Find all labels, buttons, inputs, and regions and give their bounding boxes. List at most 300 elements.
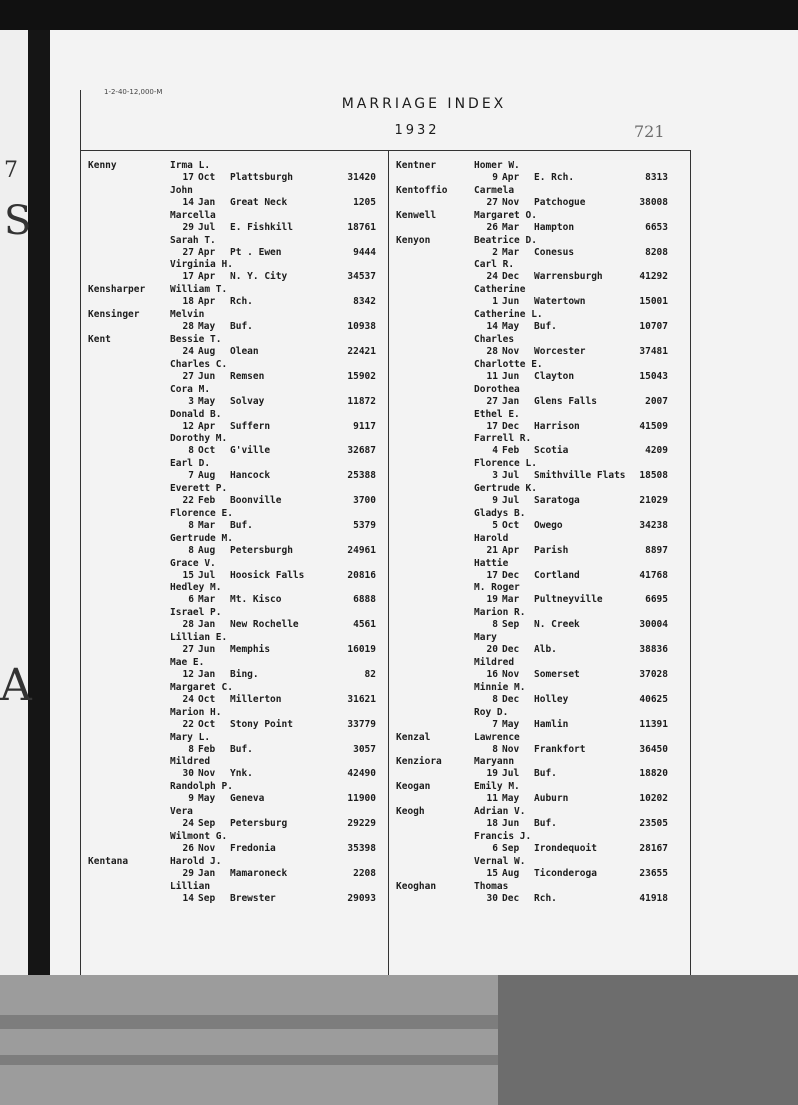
entry-number: 41509	[639, 420, 668, 432]
entry-day: 19	[486, 768, 498, 780]
entry-given-name: Adrian V.	[474, 806, 526, 818]
entry-number: 37481	[639, 345, 668, 357]
entry-day: 29	[182, 867, 194, 879]
entry-given-name: Catherine	[474, 284, 526, 296]
entry-day: 12	[182, 669, 194, 680]
entry-month: Jul	[198, 569, 216, 581]
entry-month: Jul	[502, 495, 520, 507]
entry-given-name: Marion R.	[474, 607, 526, 619]
page-number: 721	[634, 122, 665, 141]
entry-surname: Kensinger	[88, 309, 140, 321]
entry-day: 24	[182, 818, 194, 830]
entry-month: Nov	[502, 196, 520, 208]
entry-month: Jul	[198, 221, 216, 233]
entry-month: Jan	[198, 196, 216, 208]
entry-given-name: Catherine L.	[474, 309, 543, 321]
entry-day: 14	[182, 196, 194, 208]
entry-given-name: Margaret O.	[474, 209, 537, 221]
entry-month: Apr	[198, 271, 216, 283]
entry-day: 17	[486, 420, 498, 432]
entry-number: 6695	[645, 594, 668, 606]
entry-place: Hamlin	[534, 718, 569, 730]
entry-month: Oct	[198, 693, 216, 705]
entry-given-name: Hedley M.	[170, 582, 222, 594]
entry-day: 2	[492, 246, 498, 258]
entry-place: Irondequoit	[534, 842, 597, 854]
margin-mark: A	[0, 660, 32, 711]
entry-given-name: Earl D.	[170, 458, 211, 470]
entry-place: Fredonia	[230, 842, 276, 854]
entry-day: 28	[182, 619, 194, 631]
entry-day: 20	[486, 644, 498, 656]
entry-day: 21	[486, 544, 498, 556]
entry-given-name: Carmela	[474, 184, 515, 196]
entry-number: 15043	[639, 370, 668, 382]
entry-month: Jun	[198, 644, 216, 656]
entry-given-name: Israel P.	[170, 607, 222, 619]
entry-month: May	[502, 321, 520, 333]
entry-place: Geneva	[230, 793, 265, 805]
entry-place: Plattsburgh	[230, 172, 293, 183]
entry-given-name: Ethel E.	[474, 408, 520, 420]
entry-number: 18820	[639, 768, 668, 780]
entry-surname: Kentana	[88, 855, 129, 867]
entry-number: 31621	[347, 693, 376, 705]
entry-number: 15001	[639, 296, 668, 308]
entry-place: New Rochelle	[230, 619, 299, 631]
entry-place: N. Y. City	[230, 271, 288, 283]
entry-number: 15902	[347, 370, 376, 382]
entry-given-name: Gladys B.	[474, 507, 526, 519]
entry-given-name: Hattie	[474, 557, 509, 569]
page-title: MARRIAGE INDEX	[341, 96, 507, 112]
entry-given-name: Dorothy M.	[170, 433, 228, 445]
entry-number: 24961	[347, 544, 376, 556]
entry-day: 8	[188, 544, 194, 556]
entry-given-name: Carl R.	[474, 259, 515, 271]
entry-given-name: Marion H.	[170, 706, 222, 718]
entry-place: G'ville	[230, 445, 271, 457]
entry-day: 27	[486, 395, 498, 407]
entry-number: 34537	[347, 271, 376, 283]
entry-month: Dec	[502, 644, 520, 656]
entry-month: Oct	[198, 172, 216, 183]
entry-surname: Kenny	[88, 160, 117, 171]
entry-place: Glens Falls	[534, 395, 597, 407]
entry-month: Jan	[198, 867, 216, 879]
entry-given-name: Cora M.	[170, 383, 211, 395]
entry-month: Oct	[198, 718, 216, 730]
entry-place: Pt . Ewen	[230, 246, 282, 258]
entry-given-name: Margaret C.	[170, 681, 233, 693]
entry-given-name: Homer W.	[474, 160, 520, 171]
entry-place: Patchogue	[534, 196, 586, 208]
entry-place: Petersburgh	[230, 544, 293, 556]
entry-given-name: Gertrude M.	[170, 532, 233, 544]
entry-surname: Kenzal	[396, 731, 431, 743]
entry-month: May	[198, 395, 216, 407]
entry-number: 8313	[645, 172, 668, 183]
entry-month: Aug	[198, 345, 216, 357]
entry-month: Jul	[502, 470, 520, 482]
entry-place: Owego	[534, 519, 563, 531]
entry-month: Dec	[502, 420, 520, 432]
entry-place: Buf.	[534, 768, 557, 780]
entry-number: 2007	[645, 395, 668, 407]
entry-surname: Kenwell	[396, 209, 437, 221]
entry-month: Mar	[502, 246, 520, 258]
entry-number: 36450	[639, 743, 668, 755]
entry-number: 16019	[347, 644, 376, 656]
entry-month: May	[502, 793, 520, 805]
entry-given-name: Florence E.	[170, 507, 233, 519]
entry-given-name: Charlotte E.	[474, 358, 543, 370]
entry-number: 40625	[639, 693, 668, 705]
entry-given-name: Everett P.	[170, 483, 228, 495]
entry-number: 30004	[639, 619, 668, 631]
entry-month: Aug	[502, 867, 520, 879]
entry-month: Jun	[502, 370, 520, 382]
entry-place: Bing.	[230, 669, 259, 680]
entry-given-name: Melvin	[170, 309, 205, 321]
entry-place: Buf.	[230, 743, 253, 755]
entry-month: Sep	[198, 892, 216, 904]
entry-given-name: Dorothea	[474, 383, 520, 395]
entry-number: 18761	[347, 221, 376, 233]
entry-month: Nov	[198, 842, 216, 854]
entry-month: Jan	[502, 395, 520, 407]
entry-place: Cortland	[534, 569, 580, 581]
entry-month: Oct	[502, 519, 520, 531]
entry-given-name: Mary L.	[170, 731, 211, 743]
entry-number: 29229	[347, 818, 376, 830]
entry-given-name: Francis J.	[474, 830, 532, 842]
entry-given-name: Lawrence	[474, 731, 520, 743]
entry-number: 23505	[639, 818, 668, 830]
entry-surname: Keogh	[396, 806, 425, 818]
entry-day: 18	[182, 296, 194, 308]
entry-place: Clayton	[534, 370, 575, 382]
entry-place: Ynk.	[230, 768, 253, 780]
entry-day: 22	[182, 718, 194, 730]
entry-place: Worcester	[534, 345, 586, 357]
entry-day: 17	[182, 172, 194, 183]
entry-number: 42490	[347, 768, 376, 780]
entry-day: 26	[182, 842, 194, 854]
entry-given-name: Mae E.	[170, 657, 205, 668]
entry-number: 34238	[639, 519, 668, 531]
entry-given-name: Sarah T.	[170, 234, 216, 246]
entry-day: 15	[182, 569, 194, 581]
entry-day: 8	[188, 743, 194, 755]
entry-day: 7	[188, 470, 194, 482]
entry-place: Frankfort	[534, 743, 586, 755]
entry-day: 5	[492, 519, 498, 531]
entry-month: Jan	[198, 619, 216, 631]
entry-place: Buf.	[230, 519, 253, 531]
entry-number: 38008	[639, 196, 668, 208]
entry-given-name: Vernal W.	[474, 855, 526, 867]
entry-month: Aug	[198, 544, 216, 556]
entry-month: Apr	[502, 172, 520, 183]
entry-given-name: Charles	[474, 333, 515, 345]
entry-place: Harrison	[534, 420, 580, 432]
entry-day: 9	[492, 172, 498, 183]
entry-month: Dec	[502, 569, 520, 581]
entry-number: 3700	[353, 495, 376, 507]
entry-number: 8897	[645, 544, 668, 556]
margin-mark: S	[4, 198, 32, 244]
entry-day: 27	[182, 370, 194, 382]
entry-day: 30	[486, 892, 498, 904]
entry-place: Watertown	[534, 296, 586, 308]
entry-number: 82	[364, 669, 376, 680]
entry-number: 10202	[639, 793, 668, 805]
entry-month: Feb	[198, 743, 216, 755]
entry-day: 27	[486, 196, 498, 208]
entry-day: 14	[182, 892, 194, 904]
entry-number: 5379	[353, 519, 376, 531]
entry-number: 18508	[639, 470, 668, 482]
entry-number: 29093	[347, 892, 376, 904]
entry-month: Mar	[198, 519, 216, 531]
entry-day: 11	[486, 793, 498, 805]
entry-day: 27	[182, 644, 194, 656]
entry-place: Scotia	[534, 445, 569, 457]
entry-month: Apr	[198, 246, 216, 258]
entry-place: Hancock	[230, 470, 271, 482]
entry-place: Hampton	[534, 221, 575, 233]
entry-place: Conesus	[534, 246, 575, 258]
entry-place: Mt. Kisco	[230, 594, 282, 606]
entry-month: Apr	[198, 420, 216, 432]
entry-day: 17	[486, 569, 498, 581]
entry-number: 11872	[347, 395, 376, 407]
entry-month: Oct	[198, 445, 216, 457]
entry-day: 15	[486, 867, 498, 879]
entry-number: 35398	[347, 842, 376, 854]
entry-given-name: Lillian	[170, 880, 211, 892]
entry-given-name: Harold J.	[170, 855, 222, 867]
entry-number: 41918	[639, 892, 668, 904]
margin-mark: 7	[4, 158, 18, 183]
entry-day: 28	[486, 345, 498, 357]
entry-day: 7	[492, 718, 498, 730]
entry-day: 24	[182, 345, 194, 357]
entry-month: May	[198, 321, 216, 333]
entry-month: Jun	[198, 370, 216, 382]
entry-surname: Kenyon	[396, 234, 431, 246]
entry-given-name: Bessie T.	[170, 333, 222, 345]
entry-day: 17	[182, 271, 194, 283]
entry-month: Sep	[502, 842, 520, 854]
entry-day: 3	[492, 470, 498, 482]
entry-number: 8342	[353, 296, 376, 308]
entry-surname: Kenziora	[396, 756, 442, 768]
entry-given-name: Roy D.	[474, 706, 509, 718]
entry-given-name: Randolph P.	[170, 781, 233, 793]
index-year: 1932	[394, 123, 440, 138]
entry-number: 25388	[347, 470, 376, 482]
entry-day: 6	[492, 842, 498, 854]
entry-number: 11900	[347, 793, 376, 805]
entry-month: May	[198, 793, 216, 805]
entry-month: Sep	[198, 818, 216, 830]
entry-day: 28	[182, 321, 194, 333]
entry-place: Boonville	[230, 495, 282, 507]
entry-day: 8	[188, 519, 194, 531]
entry-day: 29	[182, 221, 194, 233]
entry-day: 3	[188, 395, 194, 407]
entry-number: 33779	[347, 718, 376, 730]
entry-given-name: Irma L.	[170, 160, 211, 171]
entry-day: 8	[492, 743, 498, 755]
entry-surname: Kentoffio	[396, 184, 448, 196]
entry-given-name: Grace V.	[170, 557, 216, 569]
entry-place: Suffern	[230, 420, 271, 432]
entry-place: Warrensburgh	[534, 271, 603, 283]
entry-place: Parish	[534, 544, 569, 556]
entry-number: 8208	[645, 246, 668, 258]
entry-month: Dec	[502, 892, 520, 904]
entry-given-name: Maryann	[474, 756, 515, 768]
entry-given-name: John	[170, 184, 193, 196]
entry-place: E. Rch.	[534, 172, 575, 183]
entry-month: Sep	[502, 619, 520, 631]
entry-day: 4	[492, 445, 498, 457]
entry-place: N. Creek	[534, 619, 580, 631]
entry-day: 12	[182, 420, 194, 432]
entry-number: 20816	[347, 569, 376, 581]
entry-place: Solvay	[230, 395, 265, 407]
entry-day: 30	[182, 768, 194, 780]
entry-given-name: William T.	[170, 284, 228, 296]
form-number: 1-2-40-12,000-M	[104, 88, 163, 96]
entry-number: 31420	[347, 172, 376, 183]
entry-month: Dec	[502, 271, 520, 283]
entry-given-name: Donald B.	[170, 408, 222, 420]
entry-day: 18	[486, 818, 498, 830]
entry-place: Brewster	[230, 892, 276, 904]
entry-number: 3057	[353, 743, 376, 755]
entry-month: Jun	[502, 818, 520, 830]
entry-month: Apr	[502, 544, 520, 556]
entry-place: Holley	[534, 693, 569, 705]
entry-place: Great Neck	[230, 196, 288, 208]
entry-number: 23655	[639, 867, 668, 879]
entry-number: 21029	[639, 495, 668, 507]
entry-given-name: Mildred	[170, 756, 211, 768]
entry-given-name: Charles C.	[170, 358, 228, 370]
entry-place: Alb.	[534, 644, 557, 656]
entry-place: Somerset	[534, 669, 580, 680]
entry-day: 11	[486, 370, 498, 382]
entry-given-name: Harold	[474, 532, 509, 544]
entry-place: E. Fishkill	[230, 221, 293, 233]
entry-place: Buf.	[534, 321, 557, 333]
entry-month: Nov	[502, 669, 520, 680]
entry-month: Jun	[502, 296, 520, 308]
entry-place: Petersburg	[230, 818, 288, 830]
entry-given-name: Lillian E.	[170, 632, 228, 644]
entry-number: 10707	[639, 321, 668, 333]
entry-day: 14	[486, 321, 498, 333]
entry-day: 26	[486, 221, 498, 233]
entry-month: Nov	[198, 768, 216, 780]
entry-number: 6888	[353, 594, 376, 606]
entry-given-name: Minnie M.	[474, 681, 526, 693]
entry-day: 8	[188, 445, 194, 457]
entry-month: Mar	[198, 594, 216, 606]
entry-place: Auburn	[534, 793, 569, 805]
entry-given-name: Virginia H.	[170, 259, 233, 271]
entry-day: 9	[188, 793, 194, 805]
entry-place: Rch.	[534, 892, 557, 904]
entry-number: 38836	[639, 644, 668, 656]
entry-place: Memphis	[230, 644, 271, 656]
entry-place: Mamaroneck	[230, 867, 288, 879]
entry-month: Feb	[198, 495, 216, 507]
entry-day: 8	[492, 693, 498, 705]
entry-day: 27	[182, 246, 194, 258]
entry-number: 9444	[353, 246, 376, 258]
entry-place: Buf.	[230, 321, 253, 333]
entry-month: Aug	[198, 470, 216, 482]
entry-place: Stony Point	[230, 718, 293, 730]
entry-number: 28167	[639, 842, 668, 854]
entry-surname: Kensharper	[88, 284, 146, 296]
entry-day: 8	[492, 619, 498, 631]
entry-given-name: M. Roger	[474, 582, 520, 594]
entry-month: Mar	[502, 594, 520, 606]
entry-month: Dec	[502, 693, 520, 705]
entry-given-name: Vera	[170, 806, 193, 818]
entry-given-name: Wilmont G.	[170, 830, 228, 842]
entry-day: 24	[182, 693, 194, 705]
entry-number: 32687	[347, 445, 376, 457]
entry-month: Jul	[502, 768, 520, 780]
entry-number: 6653	[645, 221, 668, 233]
entry-month: Jan	[198, 669, 216, 680]
entry-month: Nov	[502, 743, 520, 755]
entry-number: 41768	[639, 569, 668, 581]
entry-place: Millerton	[230, 693, 282, 705]
entry-day: 22	[182, 495, 194, 507]
entry-number: 9117	[353, 420, 376, 432]
entry-given-name: Gertrude K.	[474, 483, 537, 495]
entry-surname: Kentner	[396, 160, 437, 171]
entry-place: Saratoga	[534, 495, 580, 507]
entry-given-name: Thomas	[474, 880, 509, 892]
entry-place: Olean	[230, 345, 259, 357]
entry-surname: Keoghan	[396, 880, 437, 892]
entry-day: 6	[188, 594, 194, 606]
entry-day: 9	[492, 495, 498, 507]
entry-day: 19	[486, 594, 498, 606]
entry-month: Nov	[502, 345, 520, 357]
entry-place: Ticonderoga	[534, 867, 597, 879]
entry-day: 24	[486, 271, 498, 283]
entry-month: May	[502, 718, 520, 730]
entry-number: 11391	[639, 718, 668, 730]
entry-place: Hoosick Falls	[230, 569, 305, 581]
entry-given-name: Farrell R.	[474, 433, 532, 445]
entry-given-name: Beatrice D.	[474, 234, 537, 246]
entry-month: Feb	[502, 445, 520, 457]
entry-place: Pultneyville	[534, 594, 603, 606]
entry-given-name: Emily M.	[474, 781, 520, 793]
entry-given-name: Marcella	[170, 209, 216, 221]
